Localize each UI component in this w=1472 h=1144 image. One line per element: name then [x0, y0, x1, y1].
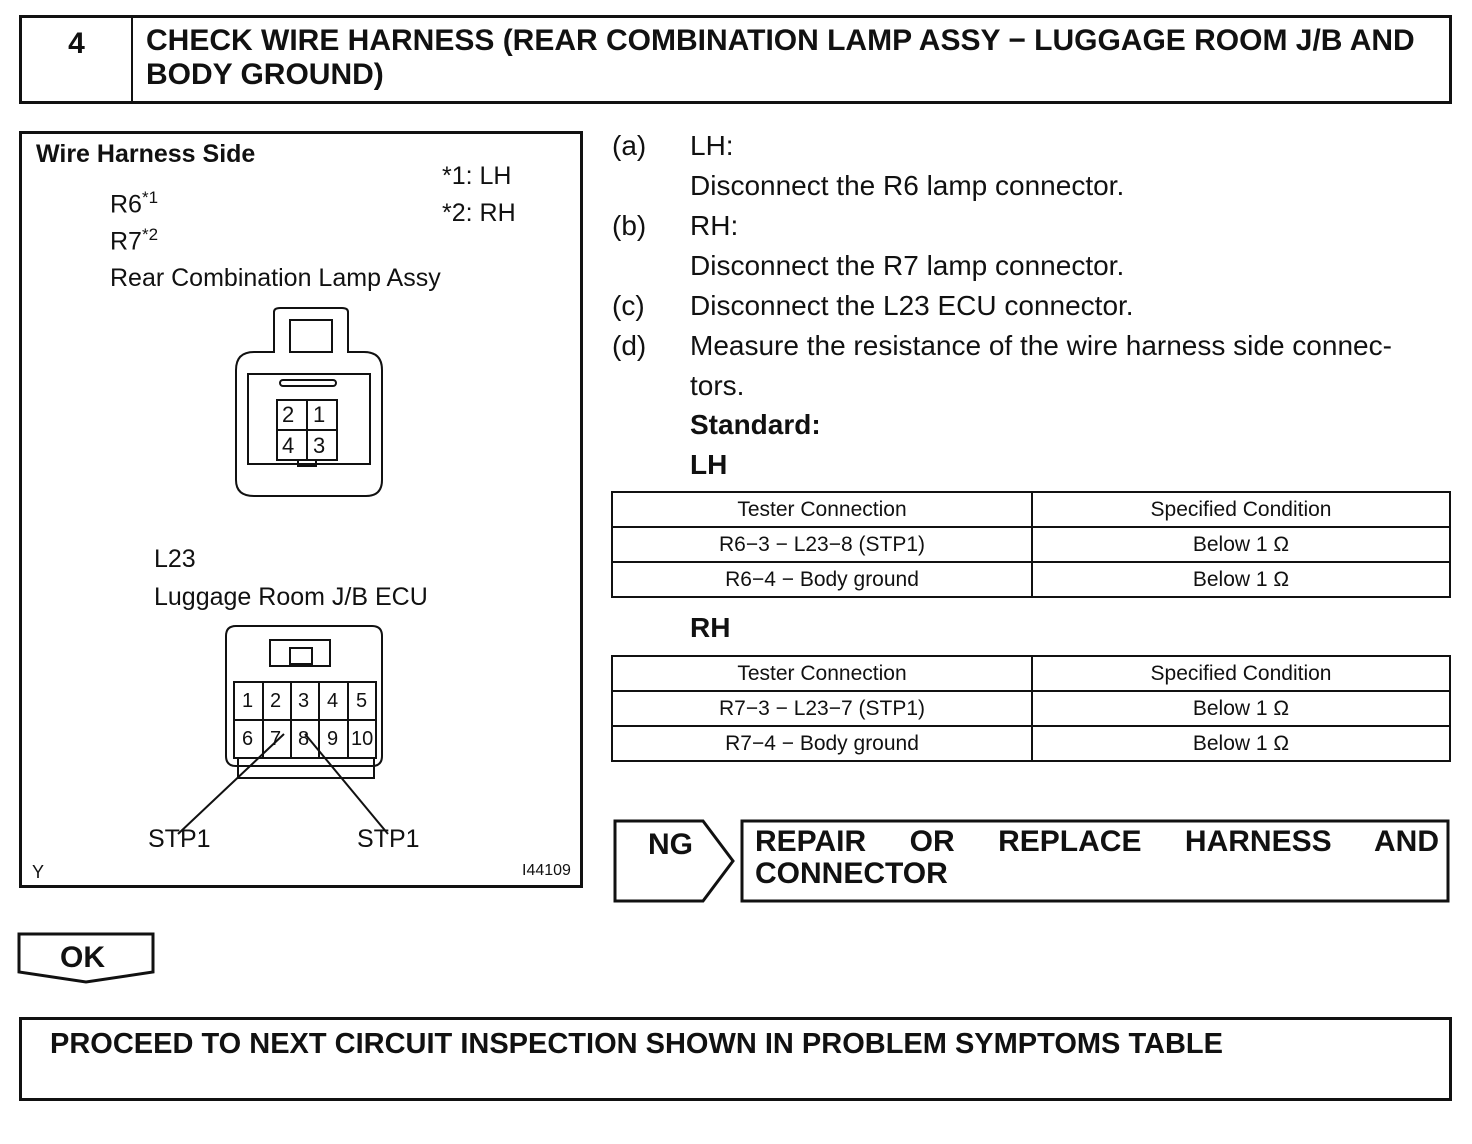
- ecu-pin: 10: [351, 728, 374, 750]
- step-b-line2: Disconnect the R7 lamp connector.: [690, 250, 1125, 281]
- table-cell: Below 1 Ω: [1032, 726, 1450, 761]
- step-b-label: (b): [612, 210, 647, 241]
- ecu-pin: 8: [298, 728, 310, 750]
- stp1-label-right: STP1: [357, 825, 420, 853]
- step-a-line1: LH:: [690, 130, 734, 161]
- ecu-pin: 2: [270, 690, 282, 712]
- connector-l23-label: L23: [154, 545, 196, 573]
- figure-id: I44109: [522, 862, 571, 879]
- note-rh-text: : RH: [465, 199, 516, 227]
- diagram-corner-letter: Y: [32, 862, 45, 882]
- result-text: PROCEED TO NEXT CIRCUIT INSPECTION SHOWN IN PROBLEM SYMPTOMS TABLE: [50, 1028, 1223, 1060]
- ecu-pin: 6: [242, 728, 254, 750]
- step-d-line1: Measure the resistance of the wire harness side connec-: [690, 330, 1392, 361]
- table-header-cell: Tester Connection: [612, 492, 1032, 527]
- connector1-description: Rear Combination Lamp Assy: [110, 264, 441, 292]
- r6-sup: *1: [141, 188, 159, 207]
- step-d-line2: tors.: [690, 370, 745, 401]
- ng-label: NG: [648, 828, 693, 861]
- step-d-label: (d): [612, 330, 647, 361]
- table-cell: Below 1 Ω: [1032, 527, 1450, 562]
- table-header-cell: Tester Connection: [612, 656, 1032, 691]
- r7-name: R7: [110, 227, 142, 256]
- diagram-title: Wire Harness Side: [36, 140, 256, 168]
- ecu-pin: 3: [298, 690, 310, 712]
- stp1-label-left: STP1: [148, 825, 211, 853]
- note-lh-text: : LH: [465, 162, 512, 190]
- ok-label: OK: [60, 941, 105, 974]
- step-b-line1: RH:: [690, 210, 739, 241]
- standard-label: Standard:: [690, 409, 821, 440]
- table-cell: Below 1 Ω: [1032, 691, 1450, 726]
- step-a-label: (a): [612, 130, 647, 161]
- lamp-pin: 3: [313, 433, 326, 458]
- note-lh-mark: *1: [442, 162, 466, 190]
- ng-action-text: REPAIR OR REPLACE HARNESS AND CONNECTOR: [755, 825, 1439, 890]
- table-cell: Below 1 Ω: [1032, 562, 1450, 597]
- step-title: CHECK WIRE HARNESS (REAR COMBINATION LAMP ASSY − LUGGAGE ROOM J/B AND BODY GROUND): [146, 24, 1415, 91]
- step-c-label: (c): [612, 290, 645, 321]
- step-a-line2: Disconnect the R6 lamp connector.: [690, 170, 1125, 201]
- rh-label: RH: [690, 612, 731, 643]
- table-cell: R7−3 − L23−7 (STP1): [612, 691, 1032, 726]
- lh-label: LH: [690, 449, 728, 480]
- step-c-line1: Disconnect the L23 ECU connector.: [690, 290, 1134, 321]
- ecu-pin: 9: [327, 728, 339, 750]
- result-box: [19, 1017, 1452, 1101]
- table-header-cell: Specified Condition: [1032, 656, 1450, 691]
- connector2-description: Luggage Room J/B ECU: [154, 583, 428, 611]
- r6-name: R6: [110, 190, 142, 219]
- ecu-pin: 1: [242, 690, 254, 712]
- ecu-pin: 5: [356, 690, 368, 712]
- lamp-pin: 2: [282, 402, 295, 427]
- lamp-pin: 4: [282, 433, 295, 458]
- step-number: 4: [22, 18, 133, 101]
- lamp-pin: 1: [313, 402, 326, 427]
- table-cell: R6−4 − Body ground: [612, 562, 1032, 597]
- table-cell: R7−4 − Body ground: [612, 726, 1032, 761]
- ecu-pin: 7: [270, 728, 282, 750]
- table-cell: R6−3 − L23−8 (STP1): [612, 527, 1032, 562]
- note-rh-mark: *2: [442, 199, 466, 227]
- ecu-pin: 4: [327, 690, 339, 712]
- table-header-cell: Specified Condition: [1032, 492, 1450, 527]
- r7-sup: *2: [141, 225, 159, 244]
